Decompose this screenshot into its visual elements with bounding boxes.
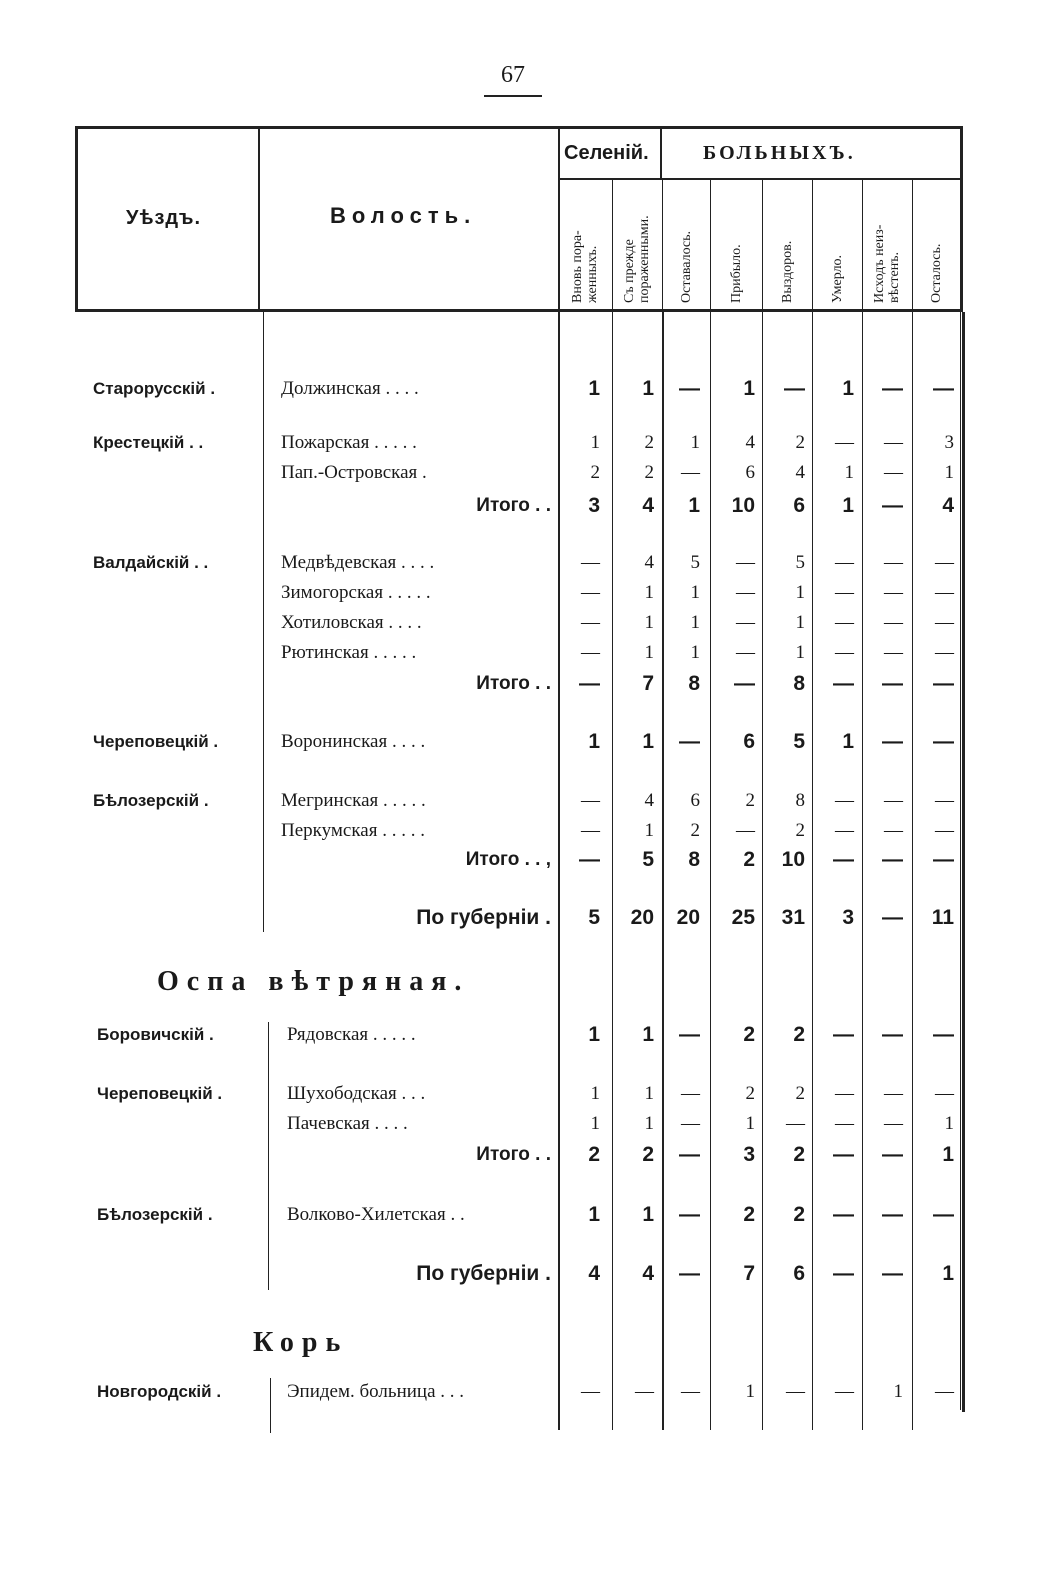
volost-name: Эпидем. больница . . . xyxy=(287,1381,465,1402)
table-cell: 6 xyxy=(743,730,755,753)
uezd-name: Новгородскій . xyxy=(97,1382,222,1401)
volost-name: Мегринская . . . . . xyxy=(281,790,426,811)
table-cell: — xyxy=(736,642,755,663)
table-cell: — xyxy=(835,582,854,603)
table-cell: — xyxy=(835,1381,854,1402)
table-cell: — xyxy=(935,612,954,633)
table-cell: 2 xyxy=(793,1143,805,1166)
volost-name: Хотиловская . . . . xyxy=(281,612,422,633)
body-column-divider xyxy=(662,312,664,1430)
header-volost: Волость. xyxy=(330,203,477,228)
table-cell: — xyxy=(884,642,903,663)
table-cell: — xyxy=(882,1262,903,1285)
table-cell: — xyxy=(835,1113,854,1134)
table-cell: — xyxy=(736,820,755,841)
table-cell: 3 xyxy=(588,494,600,517)
volost-name: По губерніи . xyxy=(416,1262,551,1285)
table-cell: — xyxy=(581,1381,600,1402)
column-divider-uezd xyxy=(258,128,260,312)
table-cell: — xyxy=(935,582,954,603)
table-cell: — xyxy=(884,1083,903,1104)
uezd-name: Бѣлозерскій . xyxy=(97,1205,213,1224)
column-header-line: Съ прежде xyxy=(622,239,637,303)
table-cell: 2 xyxy=(743,1023,755,1046)
table-cell: 1 xyxy=(690,582,700,603)
column-header-3 xyxy=(679,231,694,303)
table-cell: — xyxy=(679,1143,700,1166)
table-cell: 1 xyxy=(590,1113,600,1134)
table-cell: — xyxy=(835,552,854,573)
table-cell: — xyxy=(882,377,903,400)
table-cell: — xyxy=(935,552,954,573)
header-selenij: Селеній. xyxy=(564,142,649,164)
volost-name: Перкумская . . . . . xyxy=(281,820,425,841)
table-cell: 1 xyxy=(795,582,805,603)
table-cell: 1 xyxy=(745,1381,755,1402)
table-cell: — xyxy=(884,1113,903,1134)
section-title: Оспа вѣтряная. xyxy=(157,966,470,997)
table-cell: — xyxy=(581,612,600,633)
table-cell: — xyxy=(882,848,903,871)
column-header-line: Исходъ неиз- xyxy=(872,224,887,303)
subheader-rule xyxy=(558,178,963,180)
table-cell: 1 xyxy=(642,377,654,400)
table-cell: — xyxy=(835,612,854,633)
table-cell: 1 xyxy=(690,432,700,453)
column-header-8 xyxy=(929,244,944,303)
table-cell: 2 xyxy=(642,1143,654,1166)
table-cell: — xyxy=(784,377,805,400)
table-cell: — xyxy=(933,377,954,400)
column-header-line: Вновь пора- xyxy=(570,230,585,303)
table-cell: 31 xyxy=(781,906,805,929)
table-cell: — xyxy=(786,1113,805,1134)
table-cell: 7 xyxy=(642,672,654,695)
table-cell: 1 xyxy=(942,1262,954,1285)
table-cell: 1 xyxy=(642,1023,654,1046)
table-cell: 4 xyxy=(642,1262,654,1285)
body-divider-uezd xyxy=(263,312,264,932)
table-cell: 1 xyxy=(795,612,805,633)
body-column-divider xyxy=(612,312,613,1430)
table-cell: — xyxy=(679,1262,700,1285)
table-cell: — xyxy=(833,1143,854,1166)
uezd-name: Боровичскій . xyxy=(97,1025,214,1044)
column-header-5 xyxy=(780,241,795,303)
table-cell: — xyxy=(833,1023,854,1046)
table-cell: 6 xyxy=(690,790,700,811)
table-cell: 5 xyxy=(588,906,600,929)
table-cell: — xyxy=(833,1203,854,1226)
header-column-divider xyxy=(612,180,613,312)
body-column-divider xyxy=(558,312,560,1430)
table-cell: 20 xyxy=(630,906,654,929)
table-cell: 6 xyxy=(793,494,805,517)
table-cell: 1 xyxy=(690,612,700,633)
table-cell: 2 xyxy=(644,462,654,483)
table-top-rule xyxy=(75,126,963,129)
uezd-name: Бѣлозерскій . xyxy=(93,791,209,810)
header-column-divider xyxy=(812,180,813,312)
table-cell: — xyxy=(935,1381,954,1402)
column-header-line: женныхъ. xyxy=(585,245,600,303)
table-cell: 1 xyxy=(842,494,854,517)
header-column-divider xyxy=(710,180,711,312)
table-cell: — xyxy=(579,672,600,695)
table-cell: 2 xyxy=(793,1023,805,1046)
table-cell: 20 xyxy=(676,906,700,929)
table-cell: 1 xyxy=(944,462,954,483)
table-cell: — xyxy=(882,906,903,929)
table-cell: 1 xyxy=(642,730,654,753)
table-cell: 1 xyxy=(893,1381,903,1402)
table-cell: 3 xyxy=(842,906,854,929)
body-right-border xyxy=(962,312,965,1412)
table-cell: 4 xyxy=(745,432,755,453)
table-cell: 10 xyxy=(781,848,805,871)
table-cell: 11 xyxy=(931,906,954,929)
table-cell: — xyxy=(786,1381,805,1402)
table-cell: — xyxy=(581,642,600,663)
table-cell: 2 xyxy=(745,1083,755,1104)
table-cell: — xyxy=(882,1143,903,1166)
table-cell: 2 xyxy=(644,432,654,453)
table-cell: 2 xyxy=(743,848,755,871)
header-column-divider xyxy=(662,180,663,312)
table-cell: — xyxy=(884,582,903,603)
table-cell: 2 xyxy=(795,1083,805,1104)
table-cell: — xyxy=(681,462,700,483)
header-uezd: Уѣздъ. xyxy=(126,207,202,229)
table-cell: — xyxy=(681,1113,700,1134)
volost-name: Итого . . , xyxy=(465,849,551,870)
table-right-border xyxy=(960,126,963,312)
table-cell: 1 xyxy=(644,582,654,603)
column-header-line: Прибыло. xyxy=(728,244,744,303)
table-cell: 4 xyxy=(642,494,654,517)
body-column-divider xyxy=(912,312,913,1430)
body-column-divider xyxy=(960,312,961,1410)
table-cell: 4 xyxy=(644,552,654,573)
volost-name: Должинская . . . . xyxy=(281,378,419,399)
table-cell: 4 xyxy=(942,494,954,517)
table-cell: 2 xyxy=(793,1203,805,1226)
column-header-line: Выздоров. xyxy=(779,240,795,303)
uezd-name: Валдайскій . . xyxy=(93,553,209,572)
table-cell: 1 xyxy=(590,1083,600,1104)
table-cell: 5 xyxy=(795,552,805,573)
volost-name: Волково-Хилетская . . xyxy=(287,1204,465,1225)
body-column-divider xyxy=(812,312,813,1430)
table-cell: — xyxy=(935,642,954,663)
table-cell: — xyxy=(579,848,600,871)
table-cell: 2 xyxy=(588,1143,600,1166)
table-cell: 2 xyxy=(795,432,805,453)
table-cell: 6 xyxy=(793,1262,805,1285)
table-cell: — xyxy=(884,552,903,573)
table-cell: — xyxy=(681,1381,700,1402)
column-header-line: вѣстенъ. xyxy=(887,252,902,303)
table-cell: 4 xyxy=(588,1262,600,1285)
table-cell: 10 xyxy=(731,494,755,517)
table-cell: 1 xyxy=(642,1203,654,1226)
table-cell: 2 xyxy=(690,820,700,841)
table-cell: 3 xyxy=(743,1143,755,1166)
volost-name: По губерніи . xyxy=(416,906,551,929)
table-cell: 1 xyxy=(588,1203,600,1226)
uezd-name: Череповецкій . xyxy=(97,1084,223,1103)
table-cell: — xyxy=(679,1203,700,1226)
table-cell: 2 xyxy=(743,1203,755,1226)
table-cell: — xyxy=(935,820,954,841)
table-cell: 25 xyxy=(731,906,755,929)
table-cell: 8 xyxy=(688,848,700,871)
column-divider-selenij xyxy=(660,128,662,178)
table-cell: — xyxy=(933,848,954,871)
header-column-divider xyxy=(862,180,863,312)
body-column-divider xyxy=(862,312,863,1430)
table-cell: 1 xyxy=(795,642,805,663)
volost-name: Итого . . xyxy=(476,673,551,694)
volost-name: Итого . . xyxy=(476,1144,551,1165)
table-cell: — xyxy=(581,552,600,573)
table-cell: — xyxy=(933,1023,954,1046)
volost-name: Воронинская . . . . xyxy=(281,731,426,752)
table-cell: 5 xyxy=(642,848,654,871)
uezd-name: Старорусскій . xyxy=(93,379,216,398)
table-cell: — xyxy=(882,494,903,517)
volost-name: Пожарская . . . . . xyxy=(281,432,417,453)
table-cell: — xyxy=(734,672,755,695)
table-cell: 8 xyxy=(688,672,700,695)
table-cell: — xyxy=(679,730,700,753)
table-cell: 1 xyxy=(644,642,654,663)
table-cell: 1 xyxy=(745,1113,755,1134)
section-title: Корь xyxy=(253,1327,349,1358)
table-cell: 2 xyxy=(745,790,755,811)
table-cell: 1 xyxy=(690,642,700,663)
table-cell: 3 xyxy=(944,432,954,453)
table-cell: — xyxy=(581,790,600,811)
volost-name: Рютинская . . . . . xyxy=(281,642,417,663)
table-cell: — xyxy=(933,1203,954,1226)
table-cell: 4 xyxy=(644,790,654,811)
table-cell: — xyxy=(935,1083,954,1104)
header-column-divider xyxy=(912,180,913,312)
table-cell: — xyxy=(736,612,755,633)
table-cell: 2 xyxy=(590,462,600,483)
table-cell: 4 xyxy=(795,462,805,483)
table-cell: 5 xyxy=(793,730,805,753)
table-left-border xyxy=(75,126,78,312)
table-cell: 1 xyxy=(842,730,854,753)
table-cell: 1 xyxy=(644,1083,654,1104)
table-cell: 8 xyxy=(793,672,805,695)
volost-name: Пап.-Островская . xyxy=(281,462,427,483)
column-header-4 xyxy=(729,244,744,303)
table-cell: 1 xyxy=(588,1023,600,1046)
table-cell: — xyxy=(835,642,854,663)
table-cell: — xyxy=(681,1083,700,1104)
table-cell: — xyxy=(882,730,903,753)
table-cell: — xyxy=(933,730,954,753)
table-cell: 1 xyxy=(590,432,600,453)
table-cell: — xyxy=(882,1023,903,1046)
table-cell: — xyxy=(833,672,854,695)
table-cell: 2 xyxy=(795,820,805,841)
table-cell: — xyxy=(835,790,854,811)
table-cell: — xyxy=(884,462,903,483)
body-divider-uezd xyxy=(268,1022,269,1290)
table-cell: — xyxy=(736,552,755,573)
table-cell: — xyxy=(884,612,903,633)
page-number: 67 xyxy=(501,62,525,88)
table-cell: 1 xyxy=(944,1113,954,1134)
volost-name: Пачевская . . . . xyxy=(287,1113,408,1134)
table-cell: — xyxy=(835,432,854,453)
table-cell: — xyxy=(833,848,854,871)
volost-name: Зимогорская . . . . . xyxy=(281,582,431,603)
body-column-divider xyxy=(762,312,763,1430)
table-cell: — xyxy=(635,1381,654,1402)
column-header-2 xyxy=(622,215,652,303)
column-header-7 xyxy=(872,225,902,303)
table-cell: 1 xyxy=(942,1143,954,1166)
table-cell: 1 xyxy=(842,377,854,400)
column-header-line: Умерло. xyxy=(829,254,845,303)
table-cell: 1 xyxy=(588,377,600,400)
table-cell: 1 xyxy=(743,377,755,400)
table-cell: — xyxy=(884,820,903,841)
table-cell: — xyxy=(581,582,600,603)
column-header-line: Оставалось. xyxy=(678,230,694,303)
table-cell: — xyxy=(736,582,755,603)
table-cell: 1 xyxy=(844,462,854,483)
table-cell: — xyxy=(933,672,954,695)
table-cell: 1 xyxy=(644,1113,654,1134)
table-cell: — xyxy=(679,1023,700,1046)
table-cell: 1 xyxy=(588,730,600,753)
volost-name: Медвѣдевская . . . . xyxy=(281,552,435,573)
header-column-divider xyxy=(558,128,560,312)
table-cell: 1 xyxy=(644,820,654,841)
volost-name: Рядовская . . . . . xyxy=(287,1024,416,1045)
body-column-divider xyxy=(710,312,711,1430)
table-cell: 7 xyxy=(743,1262,755,1285)
table-cell: — xyxy=(884,790,903,811)
column-header-6 xyxy=(830,255,845,303)
column-header-line: Осталось. xyxy=(928,243,944,303)
column-header-line: пораженными. xyxy=(637,215,652,303)
column-header-1 xyxy=(570,230,600,303)
table-cell: — xyxy=(835,1083,854,1104)
table-cell: — xyxy=(581,820,600,841)
table-cell: 1 xyxy=(688,494,700,517)
table-cell: — xyxy=(835,820,854,841)
table-cell: — xyxy=(935,790,954,811)
volost-name: Шухободская . . . xyxy=(287,1083,426,1104)
header-column-divider xyxy=(762,180,763,312)
volost-name: Итого . . xyxy=(476,495,551,516)
table-cell: 1 xyxy=(644,612,654,633)
header-bottom-rule xyxy=(75,309,963,312)
table-cell: — xyxy=(882,672,903,695)
table-cell: 6 xyxy=(745,462,755,483)
table-cell: — xyxy=(884,432,903,453)
uezd-name: Крестецкій . . xyxy=(93,433,204,452)
table-cell: 5 xyxy=(690,552,700,573)
table-cell: — xyxy=(882,1203,903,1226)
table-cell: — xyxy=(679,377,700,400)
uezd-name: Череповецкій . xyxy=(93,732,219,751)
header-bolnykh: БОЛЬНЫХЪ. xyxy=(703,142,856,164)
body-divider-uezd xyxy=(270,1378,271,1433)
table-cell: 8 xyxy=(795,790,805,811)
table-cell: — xyxy=(833,1262,854,1285)
